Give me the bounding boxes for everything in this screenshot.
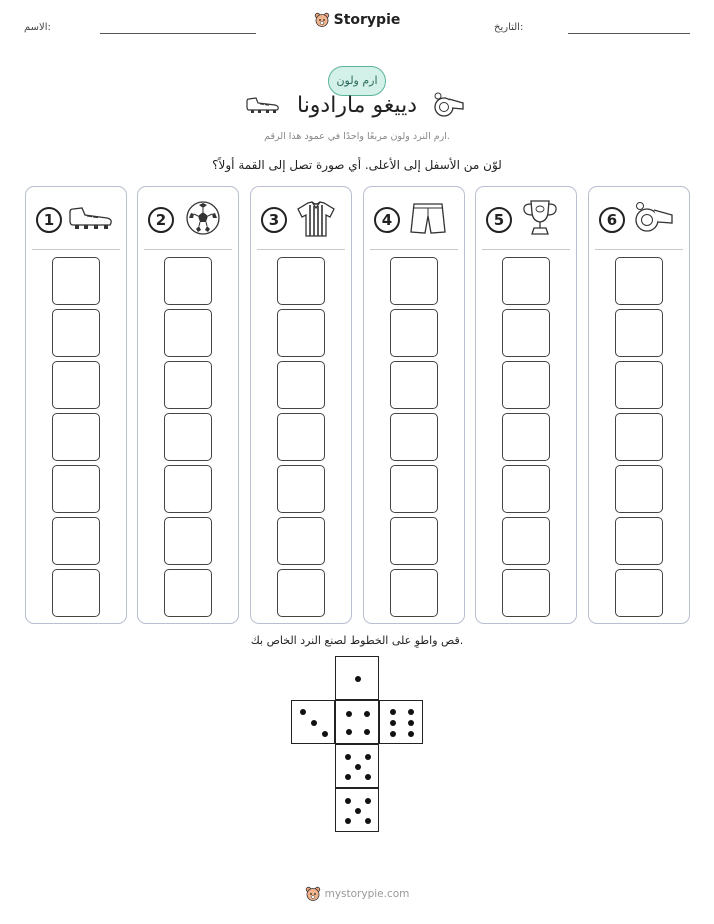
column-3 (250, 186, 352, 624)
color-square[interactable] (164, 361, 212, 409)
color-square[interactable] (390, 569, 438, 617)
column-2 (137, 186, 239, 624)
color-square[interactable] (164, 309, 212, 357)
referee-shirt-icon (295, 199, 337, 239)
color-square[interactable] (277, 465, 325, 513)
football-boot-icon (68, 199, 114, 233)
color-square[interactable] (277, 413, 325, 461)
color-square[interactable] (52, 413, 100, 461)
whistle-icon (633, 201, 675, 233)
die-pip (365, 774, 371, 780)
die-pip (346, 729, 352, 735)
die-pip (390, 731, 396, 737)
die-pip (345, 798, 351, 804)
column-number: 2 (148, 207, 174, 233)
color-square[interactable] (52, 569, 100, 617)
color-square[interactable] (390, 413, 438, 461)
color-square[interactable] (502, 361, 550, 409)
die-pip (408, 709, 414, 715)
die-face-3 (291, 700, 335, 744)
date-line[interactable] (568, 33, 690, 34)
column-divider (32, 249, 120, 250)
column-6 (588, 186, 690, 624)
storypie-logo (0, 12, 714, 32)
die-pip (345, 818, 351, 824)
color-square[interactable] (502, 257, 550, 305)
color-square[interactable] (52, 517, 100, 565)
column-5 (475, 186, 577, 624)
column-4 (363, 186, 465, 624)
die-pip (355, 676, 361, 682)
name-label: الاسم: (24, 22, 51, 33)
color-square[interactable] (164, 413, 212, 461)
color-square[interactable] (615, 569, 663, 617)
die-face-5 (335, 744, 379, 788)
color-square[interactable] (502, 465, 550, 513)
footer-url[interactable]: mystorypie.com (324, 888, 410, 900)
color-square[interactable] (52, 309, 100, 357)
date-label: التاريخ: (494, 22, 524, 33)
bear-mascot-icon (305, 886, 321, 902)
color-square[interactable] (502, 309, 550, 357)
subtitle: ارم النرد ولون مربعًا واحدًا في عمود هذا الرقم. (264, 131, 450, 142)
die-pip (322, 731, 328, 737)
column-divider (595, 249, 683, 250)
die-pip (365, 754, 371, 760)
color-square[interactable] (390, 309, 438, 357)
die-pip (311, 720, 317, 726)
color-square[interactable] (277, 309, 325, 357)
footer (0, 886, 714, 906)
color-square[interactable] (390, 361, 438, 409)
color-square[interactable] (390, 257, 438, 305)
color-square[interactable] (164, 465, 212, 513)
roll-and-color-badge: ارم ولون (328, 66, 386, 96)
column-number: 5 (486, 207, 512, 233)
die-pip (390, 709, 396, 715)
color-square[interactable] (52, 257, 100, 305)
trophy-icon (520, 197, 560, 239)
column-divider (257, 249, 345, 250)
die-pip (365, 818, 371, 824)
color-square[interactable] (164, 257, 212, 305)
color-square[interactable] (164, 517, 212, 565)
whistle-icon (432, 92, 466, 118)
die-face-4 (335, 700, 379, 744)
die-face-5 (335, 788, 379, 832)
shorts-icon (408, 199, 448, 237)
name-line[interactable] (100, 33, 256, 34)
color-square[interactable] (52, 465, 100, 513)
color-square[interactable] (615, 361, 663, 409)
die-pip (300, 709, 306, 715)
die-pip (355, 808, 361, 814)
die-pip (364, 729, 370, 735)
color-square[interactable] (277, 517, 325, 565)
column-divider (370, 249, 458, 250)
die-pip (365, 798, 371, 804)
column-number: 1 (36, 207, 62, 233)
die-pip (364, 711, 370, 717)
soccer-ball-icon (184, 199, 222, 237)
instruction-text: لوّن من الأسفل إلى الأعلى. أي صورة تصل إلى القمة أولاً؟ (212, 158, 502, 172)
color-square[interactable] (502, 413, 550, 461)
logo-text: Storypie (333, 12, 401, 28)
color-square[interactable] (390, 465, 438, 513)
color-square[interactable] (615, 465, 663, 513)
die-pip (408, 731, 414, 737)
color-square[interactable] (615, 309, 663, 357)
color-square[interactable] (52, 361, 100, 409)
color-square[interactable] (164, 569, 212, 617)
color-square[interactable] (277, 257, 325, 305)
die-pip (408, 720, 414, 726)
die-pip (345, 754, 351, 760)
color-square[interactable] (277, 569, 325, 617)
color-square[interactable] (502, 569, 550, 617)
column-number: 4 (374, 207, 400, 233)
column-1 (25, 186, 127, 624)
die-face-1 (335, 656, 379, 700)
bear-mascot-icon (314, 12, 330, 28)
column-divider (482, 249, 570, 250)
column-number: 6 (599, 207, 625, 233)
page-title: دييغو مارادونا (296, 93, 417, 118)
color-square[interactable] (615, 257, 663, 305)
die-face-6 (379, 700, 423, 744)
column-divider (144, 249, 232, 250)
die-pip (390, 720, 396, 726)
color-square[interactable] (277, 361, 325, 409)
color-square[interactable] (502, 517, 550, 565)
color-square[interactable] (615, 413, 663, 461)
die-pip (345, 774, 351, 780)
color-square[interactable] (390, 517, 438, 565)
color-square[interactable] (615, 517, 663, 565)
cut-instruction: قص واطوِ على الخطوط لصنع النرد الخاص بك. (250, 634, 464, 647)
column-number: 3 (261, 207, 287, 233)
die-pip (346, 711, 352, 717)
die-pip (355, 764, 361, 770)
